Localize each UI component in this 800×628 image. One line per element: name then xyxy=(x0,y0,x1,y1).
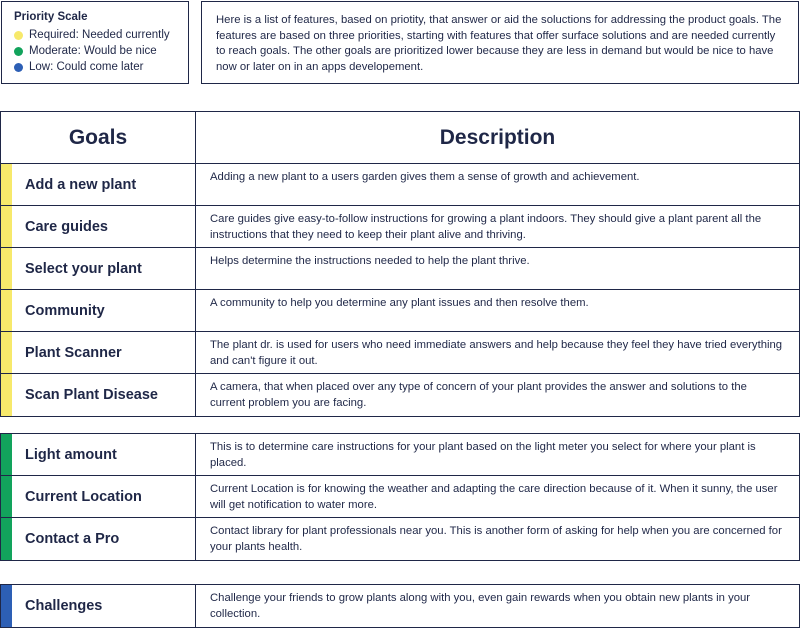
goal-cell xyxy=(1,164,196,205)
description-cell: A camera, that when placed over any type of concern of your plant provides the answer and solutions to the current problem you are facing. xyxy=(210,381,747,409)
goal-cell xyxy=(1,518,196,560)
description-cell: Current Location is for knowing the weather and adapting the care direction because of it. When it sunny, the user will get notification to water more. xyxy=(210,483,778,511)
priority-bar-moderate xyxy=(1,434,12,475)
goals-header: Goals xyxy=(1,112,196,163)
priority-bar-required xyxy=(1,248,12,289)
goal-label: Care guides xyxy=(25,218,108,235)
goal-label: Challenges xyxy=(25,598,103,614)
intro-paragraph: Here is a list of features, based on priotity, that answer or aid the soluctions for addressing the product goals. The features are based on three priorities, starting with features that offer surface solutions and are needed currently to reach goals. The other goals are prioritized lower because they are less in demand but would be nice to have now or later on in an apps developement. xyxy=(201,1,799,84)
table-row xyxy=(1,290,799,332)
goal-label: Contact a Pro xyxy=(25,531,120,547)
goal-cell xyxy=(1,476,196,517)
description-cell: The plant dr. is used for users who need immediate answers and help because they feel they have tried everything and can't figure it out. xyxy=(210,339,783,367)
required-features-group xyxy=(0,111,800,417)
table-row xyxy=(1,434,799,476)
legend-label: Required: Needed currently xyxy=(29,29,170,41)
goal-label: Plant Scanner xyxy=(25,344,122,361)
table-row xyxy=(1,518,799,560)
blue-dot-icon xyxy=(14,63,23,72)
priority-bar-required xyxy=(1,290,12,331)
priority-bar-required xyxy=(1,206,12,247)
priority-scale-legend xyxy=(1,1,189,84)
table-row xyxy=(1,374,799,416)
legend-label: Moderate: Would be nice xyxy=(29,45,157,57)
legend-item-required xyxy=(14,27,176,43)
table-row xyxy=(1,585,799,627)
goal-label: Community xyxy=(25,302,105,319)
goal-cell xyxy=(1,332,196,373)
priority-bar-required xyxy=(1,332,12,373)
description-cell: Contact library for plant professionals near you. This is another form of asking for help when you are concerned for your plants health. xyxy=(210,525,782,553)
description-cell: A community to help you determine any plant issues and then resolve them. xyxy=(210,297,589,309)
goal-cell xyxy=(1,374,196,416)
goal-cell xyxy=(1,206,196,247)
goal-label: Light amount xyxy=(25,446,117,463)
goal-cell xyxy=(1,290,196,331)
goal-label: Current Location xyxy=(25,488,142,505)
goal-label: Add a new plant xyxy=(25,176,137,193)
goal-cell xyxy=(1,585,196,627)
description-cell: Challenge your friends to grow plants along with you, even gain rewards when you obtain new plants in your collection. xyxy=(210,592,751,620)
description-cell: Adding a new plant to a users garden gives them a sense of growth and achievement. xyxy=(210,171,640,183)
description-cell: Helps determine the instructions needed to help the plant thrive. xyxy=(210,255,530,267)
priority-bar-moderate xyxy=(1,476,12,517)
table-row xyxy=(1,206,799,248)
yellow-dot-icon xyxy=(14,31,23,40)
priority-bar-required xyxy=(1,374,12,416)
green-dot-icon xyxy=(14,47,23,56)
table-row xyxy=(1,332,799,374)
priority-bar-moderate xyxy=(1,518,12,560)
legend-label: Low: Could come later xyxy=(29,61,144,73)
goal-cell xyxy=(1,434,196,475)
priority-bar-low xyxy=(1,585,12,627)
description-cell: Care guides give easy-to-follow instructions for growing a plant indoors. They should give a plant parent all the instructions that they need to keep their plant alive and thriving. xyxy=(210,213,762,241)
goal-label: Select your plant xyxy=(25,260,142,277)
description-header: Description xyxy=(439,125,556,149)
table-row xyxy=(1,476,799,518)
priority-bar-required xyxy=(1,164,12,205)
low-features-group xyxy=(0,584,800,628)
legend-title: Priority Scale xyxy=(14,11,88,23)
table-row xyxy=(1,164,799,206)
table-row xyxy=(1,248,799,290)
goal-label: Scan Plant Disease xyxy=(25,387,158,403)
description-cell: This is to determine care instructions for your plant based on the light meter you select for where your plant is placed. xyxy=(210,441,756,469)
moderate-features-group xyxy=(0,433,800,561)
table-header xyxy=(1,112,799,164)
goal-cell xyxy=(1,248,196,289)
legend-item-low xyxy=(14,59,176,75)
legend-item-moderate xyxy=(14,43,176,59)
